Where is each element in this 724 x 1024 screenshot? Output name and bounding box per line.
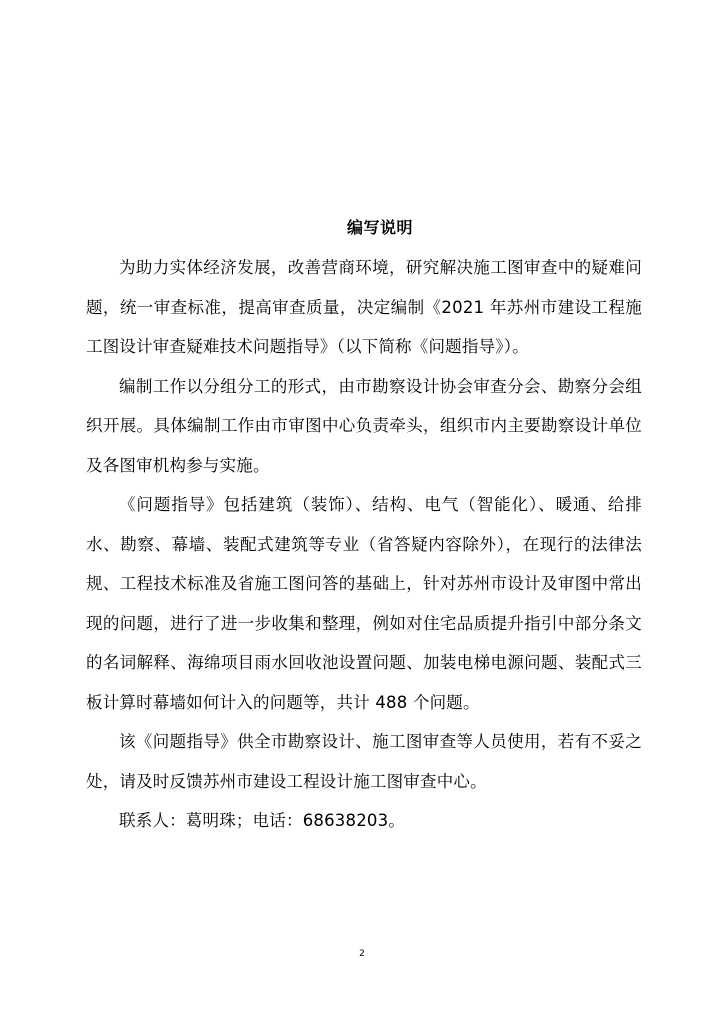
paragraph-usage: 该《问题指导》供全市勘察设计、施工图审查等人员使用，若有不妥之处，请及时反馈苏州市建设工程设计施工图审查中心。 xyxy=(86,732,642,791)
document-body xyxy=(86,248,642,841)
document-title: 编写说明 xyxy=(346,218,413,237)
page-number: 2 xyxy=(359,949,365,959)
paragraph-organization: 编制工作以分组分工的形式，由市勘察设计协会审查分会、勘察分会组织开展。具体编制工作由市审图中心负责牵头，组织市内主要勘察设计单位及各图审机构参与实施。 xyxy=(86,376,642,475)
paragraph-purpose: 为助力实体经济发展，改善营商环境，研究解决施工图审查中的疑难问题，统一审查标准，提高审查质量，决定编制《2021 年苏州市建设工程施工图设计审查疑难技术问题指导》（以下简称《问题指导》）。 xyxy=(86,258,642,356)
paragraph-contact: 联系人：葛明珠；电话：68638203。 xyxy=(119,811,405,830)
paragraph-scope: 《问题指导》包括建筑（装饰）、结构、电气（智能化）、暖通、给排水、勘察、幕墙、装配式建筑等专业（省答疑内容除外），在现行的法律法规、工程技术标准及省施工图问答的基础上，针对苏州市设计及审图中常出现的问题，进行了进一步收集和整理，例如对住宅品质提升指引中部分条文的名词解释、海绵项目雨水回收池设置问题、加装电梯电源问题、装配式三板计算时幕墙如何计入的问题等，共计 488 个问题。 xyxy=(86,495,642,712)
